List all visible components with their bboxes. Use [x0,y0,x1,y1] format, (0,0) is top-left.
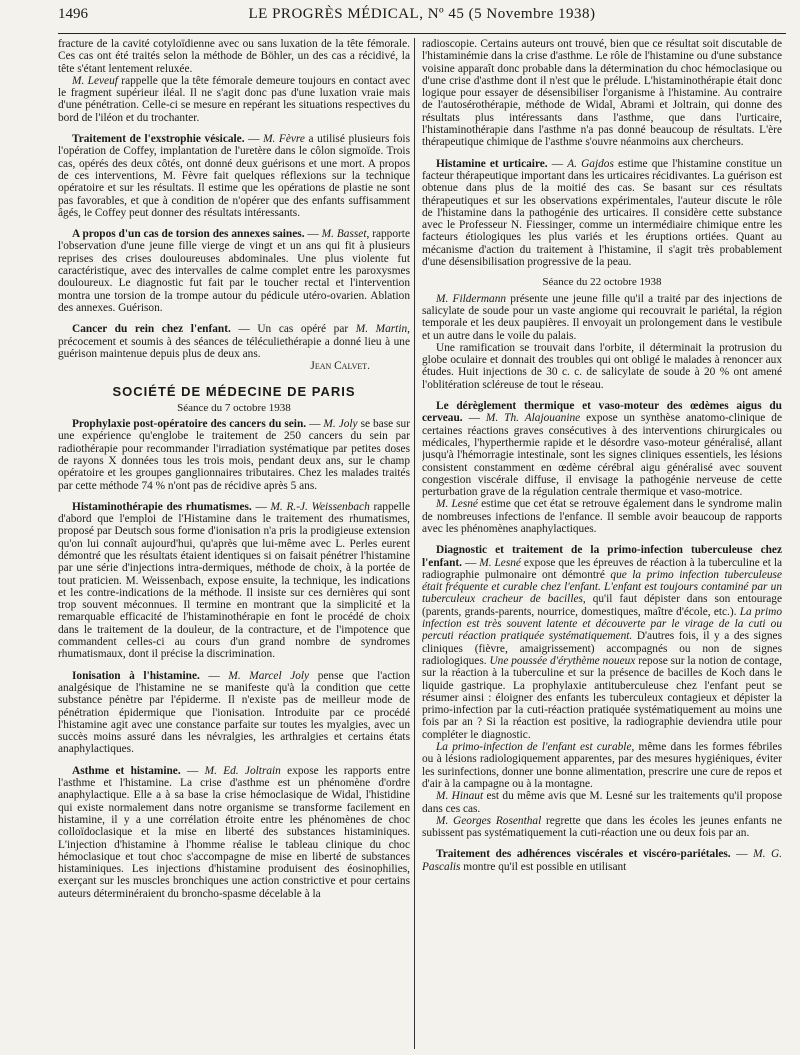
paragraph [58,75,410,124]
article-text: a utilisé plusieurs fois l'opération de Coffey, implantation de l'uretère dans le côlon sigmoïde. Trois cas, opérés des deux côtés, ont donné deux guérisons et une mort. A propos de ces interventions, M. Fèvre fait quelques réflexions sur la technique opératoire et sur les résultats. Il estime que les opérations de plastie ne sont pas favorables, et que à condition de n'opérer que des enfants suffisamment âgés, le Coffey peut donner des résultats intéressants. [58,133,410,219]
article-text: rappelle d'abord que l'emploi de l'Histamine dans le traitement des rhumatismes, proposé par Deutsch sous forme d'ionisation n'a pris la prodigieuse extension qu'on lui connaît aujourd'hui, qu'après que lui-même avec L. Perles eurent démontré que les résultats étaient identiques si on faisait pénétrer l'histamine par une série d'injections intra-dermiques, méthode de choix, à la portée de tout praticien. M. Weissenbach, expose ensuite, la technique, les indications et les contre-indications de la méthode. Il insiste sur ces dernières qui sont trop souvent méconnues. Il termine en montrant que la simplicité et la remarquable efficacité de l'histaminothérapie en font le procédé de choix dans le traitement de la douleur, de la contracture, et de l'impotence que commandent celles-ci au cours d'un grand nombre de syndromes rhumatismaux, dont il précise la discrimination. [58,500,410,661]
journal-title: LE PROGRÈS MÉDICAL, Nº 45 (5 Novembre 1938) [248,6,596,22]
paragraph [422,293,782,342]
article: Ionisation à l'histamine. — M. Marcel Joly pense que l'action analgésique de l'histamine ne se manifeste qu'à la condition que cette substance pénètre par l'épiderme. Il n'existe pas de meilleur mode de pénétration épidermique que l'ionisation. Introduite par ce procédé l'histamine agit avec une constance parfaite sur toutes les myalgies, avec un succès moins assuré dans les névralgies, les arthralgies et certains états anaphylactiques. [58,669,410,756]
article: A propos d'un cas de torsion des annexes saines. — M. Basset, rapporte l'observation d'une jeune fille vierge de vingt et un ans qui fit à plusieurs reprises des crises douloureuses abdominales. Une plus violente fut caractéristique, avec des intervalles de calme complet entre les paroxysmes douloureux. Le diagnostic fut fait par le toucher rectal et l'intervention montra une torsion de la trompe autour du pédicule utéro-ovarien. Ablation des annexes. Guérison. [58,228,410,314]
paragraph-text: regrette que dans les écoles les jeunes enfants ne subissent pas systématiquement la cuti-réaction une ou deux fois par an. [422,814,782,840]
article-text: expose les rapports entre l'asthme et l'histamine. La crise d'asthme est un phénomène d'ordre anaphylactique. Elle a à sa base la crise hémoclasique de Widal, l'histidine qui existe normalement dans notre organisme se transforme facilement en histamine, il y a une corrélation étroite entre les phénomènes de choc colloïdoclasique et la mise en liberté des substances histaminiques. L'injection d'histamine à l'homme réalise le tableau clinique du choc hémoclasique et tout choc s'accompagne de mise en liberté de substances histaminiques. Les injections d'histamine produisent des éosinophilies, exerçant sur les muscles bronchiques une action constrictive et pour certains auteurs déterminéraient du broncho-spasme décelable à la [58,764,410,900]
article-title: Histaminothérapie des rhumatismes. [72,500,252,513]
article: Prophylaxie post-opératoire des cancers du sein. — M. Joly se base sur une expérience qu'englobe le traitement de 250 cancers du sein par radiothérapie pour recommander l'irradiation systématique par petites doses de rayons X données tous les trois mois, pendant deux ans, sur le champ opératoire et les groupes ganglionnaires tributaires. Chez les malades traités par cette méthode 74 % n'ont pas de récidive après 5 ans. [58,418,410,492]
seance-date: Séance du 7 octobre 1938 [177,401,291,414]
paragraph [422,741,782,790]
left-column [58,38,410,1049]
article: Histamine et urticaire. — A. Gajdos estime que l'histamine constitue un facteur thérapeutique important dans les urticaires récidivantes. La guérison est obtenue dans plus de la moitié des cas. Se basant sur ces résultats thérapeutiques et sur les observations expérimentales, l'auteur discute le rôle de l'histamine dans la pathogénie des urticaires. Il considère cette substance avec le Professeur N. Fiessinger, comme un intermédiaire chimique entre les facteurs étiologiques les plus variés et les éruptions ortiées. Quant au mécanisme d'action du traitement à l'histamine, il s'agit très probablement d'une désensibilisation progressive de la peau. [422,157,782,269]
paragraph-text: présente une jeune fille qu'il a traité par des injections de salicylate de soude pour un vaste angiome qui recouvrait le pariétal, la région temporale et les deux paupières. Il envoyait un prolongement dans le vestibule et un autre dans le voile du palais. [422,292,782,342]
article-title: Le dérèglement thermique et vaso-moteur des œdèmes aigus du cerveau. [422,400,782,425]
author: M. Leveuf [72,74,118,87]
article [58,323,410,360]
article: Diagnostic et traitement de la primo-infection tuberculeuse chez l'enfant. — M. Lesné expose que les épreuves de réaction à la tuberculine et la radiographie pulmonaire ont démontré que la primo infection tuberculeuse était fréquente et curable chez l'enfant. L'enfant est toujours contaminé par un tuberculeux cracheur de bacilles, qu'il faut dépister dans son entourage (parents, grands-parents, nourrice, domestiques, maître d'école, etc.). La primo infection est très souvent latente et découverte par le virage de la cuti ou percuti réaction pratiquée systématiquement. D'autres fois, il y a des signes cliniques (fièvre, amaigrissement) accompagnés ou non de signes radiologiques. Une poussée d'érythème noueux repose sur la notion de contage, sur la réaction à la tuberculine et sur la présence de bacilles de Koch dans le liquide gastrique. La prophylaxie antituberculeuse chez l'enfant peut se résumer ainsi : éloigner des enfants les tuberculeux contagieux et dépister la primo-infection par la cuti-réaction pratiquée systématiquement au moins une fois par an ? Si la réaction est positive, la radiographie deviendra utile pour compléter le diagnostic. [422,544,782,741]
author: M. Martin [355,323,408,336]
article-text: , qu'il faut dépister dans son entourage (parents, grands-parents, nourrice, domestiques, maître d'école, etc.). [422,593,782,618]
article-title: Traitement des adhérences viscérales et viscéro-pariétales. [436,848,731,861]
article-title: Diagnostic et traitement de la primo-infection tuberculeuse chez l'enfant. [422,544,782,569]
paragraph: radioscopie. Certains auteurs ont trouvé, bien que ce résultat soit discutable de l'histaminémie dans la crise d'asthme. Le rôle de l'histamine ou d'une substance voisine apparaît donc probable dans la détermination du choc hémoclasique ou d'une crise d'asthme dont il n'est que le prélude. L'histaminothérapie était donc logique pour essayer de désensibiliser l'organisme à l'histamine. Au contraire de l'autosérothérapie, méthode de Widal, Abrami et Joltrain, qui donne des résultats plus intéressants dans l'asthme, que dans l'urticaire, l'histaminothérapie dans l'asthme n'a pas donné beaucoup de résultats. L'ère thérapeutique chimique de l'asthme s'ouvre néanmoins aux chercheurs. [422,38,782,149]
article-text: repose sur la notion de contage, sur la réaction à la tuberculine et sur la présence de bacilles de Koch dans le liquide gastrique. La prophylaxie antituberculeuse chez l'enfant peut se résumer ainsi : éloigner des enfants les tuberculeux contagieux et dépister la primo-infection par la cuti-réaction pratiquée systématiquement au moins une fois par an ? Si la réaction est positive, la radiographie deviendra utile pour compléter le diagnostic. [422,654,782,741]
article-text: se base sur une expérience qu'englobe le traitement de 250 cancers du sein par radiothérapie pour recommander l'irradiation systématique par petites doses de rayons X données tous les trois mois, pendant deux ans, sur le champ opératoire et les groupes ganglionnaires tributaires. Chez les malades traités par cette méthode 74 % n'ont pas de récidive après 5 ans. [58,418,410,492]
article-text: , précocement et soumis à des séances de téléculiethérapie a donné lieu à une guérison maintenue depuis plus de deux ans. [58,323,410,360]
italic-text: La primo infection est très souvent latente et découverte par le virage de la cuti ou percuti réaction pratiquée systématiquement. [422,605,782,643]
article-text: pense que l'action analgésique de l'histamine ne se manifeste qu'à la condition que cette substance pénètre par l'épiderme. Il n'existe pas de meilleur mode de pénétration épidermique que l'ionisation. Introduite par ce procédé l'histamine agit avec une constance parfaite sur toutes les myalgies, avec un succès moins assuré dans les névralgies, les arthralgies et certains états anaphylactiques. [58,669,410,756]
author: M. Lesné [436,498,478,511]
author: M. Basset [321,228,367,241]
paragraph: fracture de la cavité cotyloïdienne avec ou sans luxation de la tête fémorale. Ces cas ont été traités selon la méthode de Böhler, un des cas a récidivé, la tête s'étant lentement reluxée. [58,38,410,75]
article-title: Ionisation à l'histamine. [72,669,200,682]
author: M. Marcel Joly [228,669,310,682]
paragraph-text: estime que cet état se retrouve également dans le syndrome malin de nombreuses infections de l'enfance. Il semble avoir beaucoup de rapports avec les phénomènes anaphylactiques. [422,498,782,535]
article-title: Cancer du rein chez l'enfant. [72,323,231,336]
article: Le dérèglement thermique et vaso-moteur des œdèmes aigus du cerveau. — M. Th. Alajouanine expose un synthèse anatomo-clinique de certaines réactions graves consécutives à des interventions chirurgicales ou médicales, l'hyperthermie rapide et le désordre vaso-moteur généralisé, allant jusqu'à l'hémorragie intestinale, sont les signes cliniques essentiels, les lésions consistent constamment en œdème cérébral aigu généralisé avec souvent congestion viscérale diffuse, il envisage la pathogénie nerveuse de cette perturbation grave de la régulation centrale thermique et vaso-motrice. [422,400,782,499]
article-text: D'autres fois, il y a des signes cliniques (fièvre, amaigrissement) accompagnés ou non de signes radiologiques. [422,630,782,667]
article-text: estime que l'histamine constitue un facteur thérapeutique important dans les urticaires récidivantes. La guérison est obtenue dans plus de la moitié des cas. Se basant sur ces résultats thérapeutiques et sur les observations expérimentales, l'auteur discute le rôle de l'histamine dans la pathogénie des urticaires. Il considère cette substance avec le Professeur N. Fiessinger, comme un intermédiaire chimique entre les facteurs étiologiques les plus variés et les éruptions ortiées. Quant au mécanisme d'action du traitement à l'histamine, il s'agit très probablement d'une désensibilisation progressive de la peau. [422,157,782,269]
author: M. Joly [323,418,358,431]
author: M. G. Pascalis [422,848,782,873]
article-text: expose que les épreuves de réaction à la tuberculine et la radiographie pulmonaire ont démontré [422,556,782,581]
italic-text: que la primo infection tuberculeuse était fréquente et curable chez l'enfant. L'enfant est toujours contaminé par un tuberculeux cracheur de bacilles [422,568,782,606]
author: A. Gajdos [567,157,614,170]
header-rule [58,33,786,34]
paragraph: Une ramification se trouvait dans l'orbite, il déterminait la protrusion du globe oculaire et donnait des troubles qui ont obligé le malades à renoncer aux études. Huit injections de 30 c. c. de salicylate de soude à 20 % ont amené l'oblitération scléreuse de tout le réseau. [422,341,782,391]
author: M. Georges Rosenthal [436,814,542,827]
article-title: A propos d'un cas de torsion des annexes saines. [72,228,305,241]
author: M. Th. Alajouanine [485,412,581,425]
author: M. Ed. Joltrain [204,764,281,777]
seance-date: Séance du 22 octobre 1938 [542,276,662,289]
author: M. Hinaut [436,790,484,803]
column-divider [414,38,415,1049]
paragraph-text: est du même avis que M. Lesné sur les traitements qu'il propose dans ces cas. [422,790,782,815]
italic-text: La primo-infection de l'enfant est curable [436,741,632,754]
author: M. Fèvre [263,133,305,146]
italic-text: Une poussée d'érythème noueux [489,654,636,667]
article-title: Prophylaxie post-opératoire des cancers du sein. [72,418,307,431]
society-heading: SOCIÉTÉ DE MÉDECINE DE PARIS [112,384,356,400]
author: M. R.-J. Weissenbach [270,500,370,513]
page-number: 1496 [58,6,88,22]
author: M. Fildermann [436,292,507,305]
paragraph [422,498,782,535]
article: Traitement de l'exstrophie vésicale. — M. Fèvre a utilisé plusieurs fois l'opération de Coffey, implantation de l'uretère dans le côlon sigmoïde. Trois cas, opérés des deux côtés, ont donné deux guérisons et une mort. A propos de ces interventions, M. Fèvre fait quelques réflexions sur la technique opératoire et sur les résultats. Il estime que les opérations de plastie ne sont pas favorables, et que à condition de n'opérer que des enfants suffisamment âgés, le Coffey peut donner des résultats intéressants. [58,133,410,219]
paragraph [422,790,782,815]
article: Asthme et histamine. — M. Ed. Joltrain expose les rapports entre l'asthme et l'histamine. La crise d'asthme est un phénomène d'ordre anaphylactique. Elle a à sa base la crise hémoclasique de Widal, l'histidine qui existe normalement dans notre organisme se transforme facilement en histamine, il y a une corrélation étroite entre les phénomènes de choc colloïdoclasique et la mise en liberté des substances histaminiques. L'injection d'histamine à l'homme réalise le tableau clinique du choc hémoclasique et tout choc s'accompagne de mise en liberté de substances histaminiques. Les injections d'histamine produisent des éosinophilies, exerçant sur les muscles bronchiques une action constrictive et pour certains auteurs déterminéraient du broncho-spasme décelable à la [58,764,410,900]
article-text: montre qu'il est possible en utilisant [460,860,627,873]
signature: Jean Calvet. [310,360,370,373]
article-text: , rapporte l'observation d'une jeune fille vierge de vingt et un ans qui fit à plusieurs reprises des crises douloureuses abdominales. Une plus violente fut caractéristique, avec des intervalles de calme complet entre les paroxysmes douloureux. Le diagnostic fut fait par le toucher rectal et l'intervention montra une torsion de la trompe autour du pédicule utéro-ovarien. Ablation des annexes. Guérison. [58,228,410,314]
page-header [58,6,786,28]
article-title: Traitement de l'exstrophie vésicale. [72,133,245,146]
paragraph [422,815,782,840]
article-text: expose un synthèse anatomo-clinique de certaines réactions graves consécutives à des interventions chirurgicales ou médicales, l'hyperthermie rapide et le désordre vaso-moteur généralisé, allant jusqu'à l'hémorragie intestinale, sont les signes cliniques essentiels, les lésions consistent constamment en œdème cérébral aigu généralisé avec souvent congestion viscérale diffuse, il envisage la pathogénie nerveuse de cette perturbation grave de la régulation centrale thermique et vaso-motrice. [422,412,782,499]
article: Histaminothérapie des rhumatismes. — M. R.-J. Weissenbach rappelle d'abord que l'emploi de l'Histamine dans le traitement des rhumatismes, proposé par Deutsch sous forme d'ionisation n'a pris la prodigieuse extension qu'on lui connaît aujourd'hui, qu'après que lui-même avec L. Perles eurent démontré que les résultats étaient identiques si on faisait pénétrer l'histamine par une série d'injections intra-dermiques, méthode de choix, à la portée de tout praticien. M. Weissenbach, expose ensuite, la technique, les indications et les contre-indications de la méthode. Il insiste sur ces dernières qui sont trop souvent méconnues. Il termine en montrant que la simplicité et la remarquable efficacité de l'histaminothérapie en font le procédé de choix dans le traitement de la douleur, de la contracture, et de l'impotence que commandent celles-ci au cours d'un grand nombre de syndromes rhumatismaux, dont il précise la discrimination. [58,500,410,661]
article-title: Asthme et histamine. [72,764,181,777]
article-text: — Un cas opéré par [230,323,356,336]
article: Traitement des adhérences viscérales et viscéro-pariétales. — M. G. Pascalis montre qu'il est possible en utilisant [422,848,782,873]
article-title: Histamine et urticaire. [436,157,548,170]
author: M. Lesné [479,556,521,569]
paragraph-text: , même dans les formes fébriles ou à lésions radiologiquement apparentes, par des mesures hygiéniques, éviter les surinfections, donner une bonne alimentation, prescrire une cure de repos et d'air à la campagne ou à la montagne. [422,741,782,790]
right-column [422,38,782,1049]
paragraph-text: rappelle que la tête fémorale demeure toujours en contact avec le fragment supérieur iléal. Il ne s'agit donc pas d'une luxation vraie mais d'une pénétration. Celle-ci se mesure en repérant les situations respectives du bord de l'iléon et du trochanter. [58,74,410,124]
